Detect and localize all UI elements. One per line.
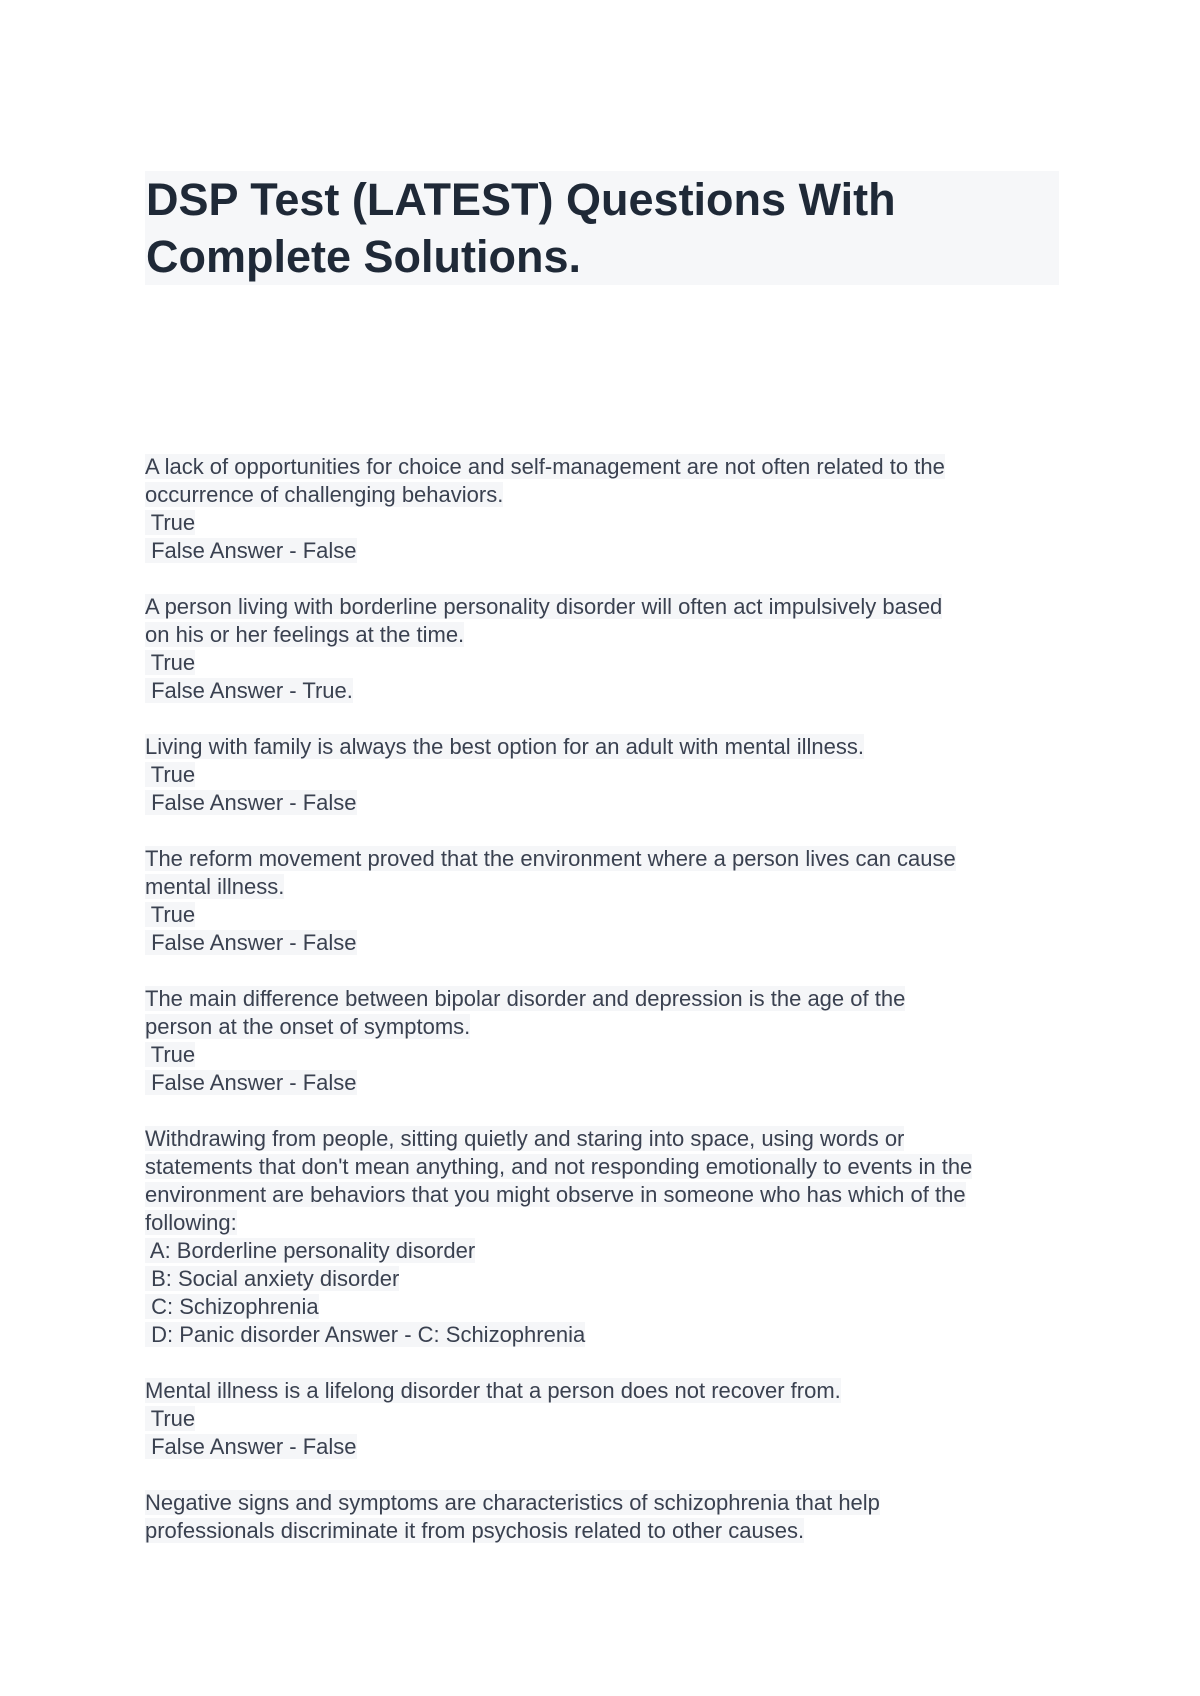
- answer-line: D: Panic disorder Answer - C: Schizophrenia: [145, 1322, 586, 1347]
- question-line: person at the onset of symptoms.: [145, 1014, 471, 1039]
- answer-line: False Answer - False: [145, 790, 357, 815]
- answer-line: False Answer - False: [145, 538, 357, 563]
- question-line: Negative signs and symptoms are characteristics of schizophrenia that help: [145, 1490, 880, 1515]
- question-line: A lack of opportunities for choice and self-management are not often related to the: [145, 454, 945, 479]
- option-line: True: [145, 762, 196, 787]
- question-line: following:: [145, 1210, 237, 1235]
- question-line: Mental illness is a lifelong disorder that a person does not recover from.: [145, 1378, 841, 1403]
- question-item: [145, 985, 1065, 1097]
- question-item: [145, 593, 1065, 705]
- question-item: [145, 845, 1065, 957]
- question-line: mental illness.: [145, 874, 285, 899]
- question-line: professionals discriminate it from psychosis related to other causes.: [145, 1518, 805, 1543]
- option-line: True: [145, 902, 196, 927]
- option-line: True: [145, 650, 196, 675]
- question-line: The main difference between bipolar disorder and depression is the age of the: [145, 986, 906, 1011]
- title-line: DSP Test (LATEST) Questions With: [146, 174, 896, 225]
- document-title: [145, 171, 1059, 285]
- answer-line: False Answer - False: [145, 1070, 357, 1095]
- option-line: B: Social anxiety disorder: [145, 1266, 400, 1291]
- answer-line: False Answer - False: [145, 1434, 357, 1459]
- answer-line: False Answer - False: [145, 930, 357, 955]
- question-item: [145, 733, 1065, 817]
- question-line: environment are behaviors that you might observe in someone who has which of the: [145, 1182, 966, 1207]
- question-item: [145, 453, 1065, 565]
- question-item: [145, 1377, 1065, 1461]
- option-line: C: Schizophrenia: [145, 1294, 319, 1319]
- question-line: Living with family is always the best option for an adult with mental illness.: [145, 734, 865, 759]
- question-line: The reform movement proved that the environment where a person lives can cause: [145, 846, 956, 871]
- question-line: on his or her feelings at the time.: [145, 622, 465, 647]
- question-item: [145, 1125, 1065, 1349]
- question-line: statements that don't mean anything, and not responding emotionally to events in the: [145, 1154, 973, 1179]
- option-line: True: [145, 1042, 196, 1067]
- question-line: Withdrawing from people, sitting quietly and staring into space, using words or: [145, 1126, 905, 1151]
- option-line: True: [145, 510, 196, 535]
- option-line: A: Borderline personality disorder: [145, 1238, 476, 1263]
- question-line: occurrence of challenging behaviors.: [145, 482, 504, 507]
- title-line: Complete Solutions.: [146, 231, 582, 282]
- title-block: [145, 171, 1059, 285]
- question-item: [145, 1489, 1065, 1545]
- question-line: A person living with borderline personality disorder will often act impulsively based: [145, 594, 943, 619]
- question-list: [145, 453, 1065, 1573]
- answer-line: False Answer - True.: [145, 678, 353, 703]
- option-line: True: [145, 1406, 196, 1431]
